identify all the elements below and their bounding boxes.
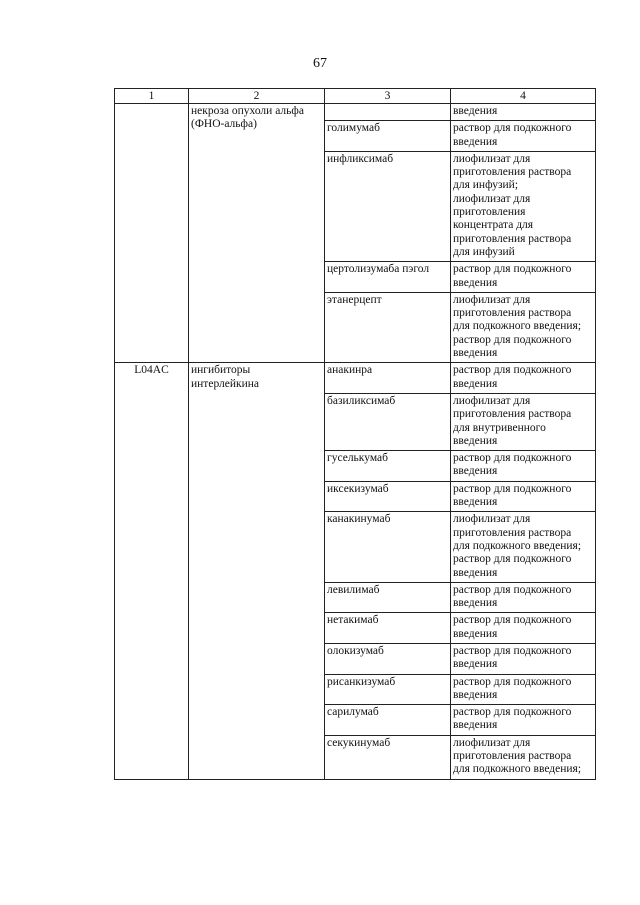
atc-code-cell xyxy=(115,104,189,363)
drug-name-cell: канакинумаб xyxy=(325,512,451,582)
drug-name-cell: базиликсимаб xyxy=(325,393,451,450)
drug-name-cell: олокизумаб xyxy=(325,643,451,674)
dosage-form-cell: раствор для подкожного введения xyxy=(451,121,596,152)
dosage-form-cell: лиофилизат для приготовления раствора для подкожного введения; xyxy=(451,735,596,779)
dosage-form-cell: раствор для подкожного введения xyxy=(451,674,596,705)
drug-name-cell: цертолизумаба пэгол xyxy=(325,262,451,293)
drug-name-cell: левилимаб xyxy=(325,582,451,613)
dosage-form-cell: раствор для подкожного введения xyxy=(451,613,596,644)
dosage-form-cell: лиофилизат для приготовления раствора для инфузий; лиофилизат для приготовления концентрата для приготовления раствора для инфузий xyxy=(451,151,596,261)
group-name-cell: некроза опухоли альфа (ФНО-альфа) xyxy=(189,104,325,363)
drug-table xyxy=(114,88,596,780)
dosage-form-cell: раствор для подкожного введения xyxy=(451,363,596,394)
drug-name-cell: сарилумаб xyxy=(325,705,451,736)
header-col-1: 1 xyxy=(115,89,189,104)
dosage-form-cell: раствор для подкожного введения xyxy=(451,262,596,293)
header-col-4: 4 xyxy=(451,89,596,104)
drug-name-cell: иксекизумаб xyxy=(325,481,451,512)
dosage-form-cell: раствор для подкожного введения xyxy=(451,451,596,482)
dosage-form-cell: лиофилизат для приготовления раствора для подкожного введения; раствор для подкожного введения xyxy=(451,512,596,582)
dosage-form-cell: раствор для подкожного введения xyxy=(451,582,596,613)
drug-name-cell: инфликсимаб xyxy=(325,151,451,261)
dosage-form-cell: раствор для подкожного введения xyxy=(451,643,596,674)
page-number: 67 xyxy=(313,56,327,71)
dosage-form-cell: введения xyxy=(451,104,596,121)
header-row xyxy=(115,89,596,104)
header-col-2: 2 xyxy=(189,89,325,104)
drug-name-cell: голимумаб xyxy=(325,121,451,152)
drug-name-cell xyxy=(325,104,451,121)
header-col-3: 3 xyxy=(325,89,451,104)
drug-name-cell: анакинра xyxy=(325,363,451,394)
drug-name-cell: секукинумаб xyxy=(325,735,451,779)
group-name-cell: ингибиторы интерлейкина xyxy=(189,363,325,779)
dosage-form-cell: лиофилизат для приготовления раствора для подкожного введения; раствор для подкожного введения xyxy=(451,292,596,362)
drug-name-cell: этанерцепт xyxy=(325,292,451,362)
atc-code-cell: L04AC xyxy=(115,363,189,779)
drug-name-cell: гуселькумаб xyxy=(325,451,451,482)
drug-name-cell: нетакимаб xyxy=(325,613,451,644)
table-row xyxy=(115,363,596,394)
drug-name-cell: рисанкизумаб xyxy=(325,674,451,705)
table-row xyxy=(115,104,596,121)
dosage-form-cell: лиофилизат для приготовления раствора для внутривенного введения xyxy=(451,393,596,450)
dosage-form-cell: раствор для подкожного введения xyxy=(451,481,596,512)
dosage-form-cell: раствор для подкожного введения xyxy=(451,705,596,736)
